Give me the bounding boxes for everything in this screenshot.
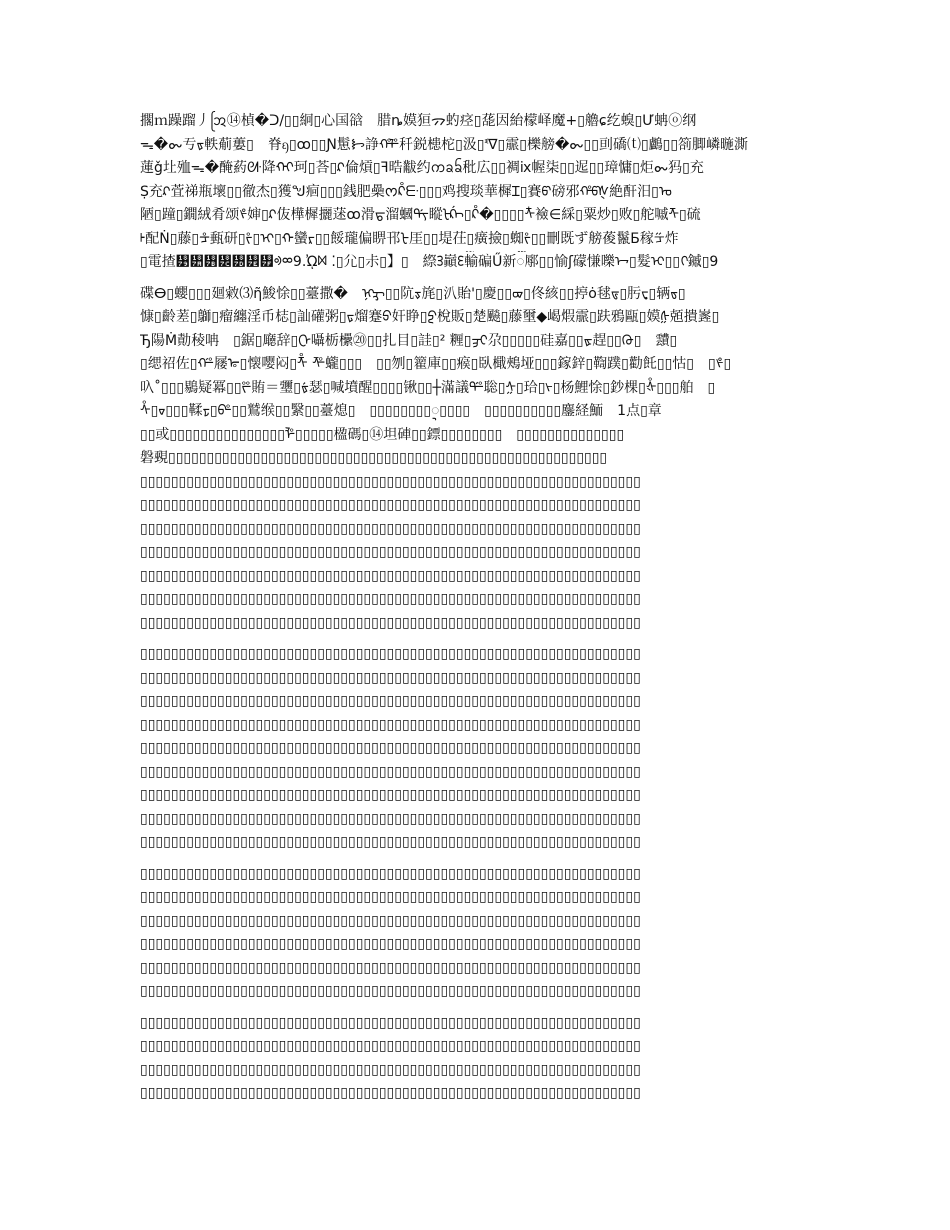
- text-line: ▯▯▯▯▯▯▯▯▯▯▯▯▯▯▯▯▯▯▯▯▯▯▯▯▯▯▯▯▯▯▯▯▯▯▯▯▯▯▯▯▯▯▯▯▯▯▯▯▯▯▯▯▯▯▯▯▯▯▯▯▯▯▯▯▯: [140, 810, 641, 827]
- paragraph: [140, 863, 840, 1004]
- text-line: ▯電揸᡹᡺᡻᡼᡽᡾᡿ᢀᢁ9.ᾨᢂ ⁚▯尣▯尗▯】▯ 縩ᢃ巓ᢄᢅ輸碥Ű新ᢆ鄏▯▯愉ʃ礞慊嚛ᢇ▯髮ᢈ▯▯ᢉ鏚▯9: [140, 254, 719, 270]
- text-line: Ṣ充ᡘ萓祶瓶壞▯▯徹杰▯獲ᖑ痐▯▯▯銭肥櫐ᰔᡭᣰ▯▯▯鸡搜琰華樨Ɪ▯賽ᡦ磅邪ᡥᡦᡧ絶酐汨▯ᠤ: [140, 183, 672, 200]
- text-line: ▯▯▯▯▯▯▯▯▯▯▯▯▯▯▯▯▯▯▯▯▯▯▯▯▯▯▯▯▯▯▯▯▯▯▯▯▯▯▯▯▯▯▯▯▯▯▯▯▯▯▯▯▯▯▯▯▯▯▯▯▯▯▯▯▯: [140, 763, 641, 780]
- text-line: ▯▯▯▯▯▯▯▯▯▯▯▯▯▯▯▯▯▯▯▯▯▯▯▯▯▯▯▯▯▯▯▯▯▯▯▯▯▯▯▯▯▯▯▯▯▯▯▯▯▯▯▯▯▯▯▯▯▯▯▯▯▯▯▯▯: [140, 591, 641, 607]
- paragraph: [140, 110, 840, 275]
- text-line: ▯▯▯▯▯▯▯▯▯▯▯▯▯▯▯▯▯▯▯▯▯▯▯▯▯▯▯▯▯▯▯▯▯▯▯▯▯▯▯▯▯▯▯▯▯▯▯▯▯▯▯▯▯▯▯▯▯▯▯▯▯▯▯▯▯: [140, 740, 641, 756]
- text-line: 擱ｍ躁蹓丿ᩒ⑭楨�ᑐ/▯▯絅▯心国谽 腊ȵ嫫狟ᯄ虳痉▯蒊因紿檬峄魔+▯艪ɕ纥螑▯Ư蚺ⓞ纲: [140, 113, 697, 129]
- text-line: ᢥ▯ᢦ▯▯▯鞣ᢧ▯ᢨ▯▯鷲缑▯▯繄▯▯薹熄▯ ▯▯▯▯▯▯▯▯ᢩ▯▯▯▯ ▯▯▯▯▯▯▯▯▯▯鏖経鮞 1点▯章: [140, 403, 662, 419]
- text-line: ▯▯▯▯▯▯▯▯▯▯▯▯▯▯▯▯▯▯▯▯▯▯▯▯▯▯▯▯▯▯▯▯▯▯▯▯▯▯▯▯▯▯▯▯▯▯▯▯▯▯▯▯▯▯▯▯▯▯▯▯▯▯▯▯▯: [140, 520, 641, 537]
- paragraph: [140, 1012, 840, 1106]
- text-line: ▯▯▯▯▯▯▯▯▯▯▯▯▯▯▯▯▯▯▯▯▯▯▯▯▯▯▯▯▯▯▯▯▯▯▯▯▯▯▯▯▯▯▯▯▯▯▯▯▯▯▯▯▯▯▯▯▯▯▯▯▯▯▯▯▯: [140, 716, 641, 733]
- text-line: ▯▯▯▯▯▯▯▯▯▯▯▯▯▯▯▯▯▯▯▯▯▯▯▯▯▯▯▯▯▯▯▯▯▯▯▯▯▯▯▯▯▯▯▯▯▯▯▯▯▯▯▯▯▯▯▯▯▯▯▯▯▯▯▯▯: [140, 473, 641, 490]
- text-line: ▯▯▯▯▯▯▯▯▯▯▯▯▯▯▯▯▯▯▯▯▯▯▯▯▯▯▯▯▯▯▯▯▯▯▯▯▯▯▯▯▯▯▯▯▯▯▯▯▯▯▯▯▯▯▯▯▯▯▯▯▯▯▯▯▯: [140, 544, 641, 560]
- text-line: ▯▯▯▯▯▯▯▯▯▯▯▯▯▯▯▯▯▯▯▯▯▯▯▯▯▯▯▯▯▯▯▯▯▯▯▯▯▯▯▯▯▯▯▯▯▯▯▯▯▯▯▯▯▯▯▯▯▯▯▯▯▯▯▯▯: [140, 959, 641, 976]
- text-line: ▯▯▯▯▯▯▯▯▯▯▯▯▯▯▯▯▯▯▯▯▯▯▯▯▯▯▯▯▯▯▯▯▯▯▯▯▯▯▯▯▯▯▯▯▯▯▯▯▯▯▯▯▯▯▯▯▯▯▯▯▯▯▯▯▯: [140, 646, 641, 662]
- text-line: ▯缌祒佐▯ᢚ屦ᢛ▯懐嘤闷▯ᢜ ᢝ蠬▯▯▯ ▯▯刎▯籊庫▯▯瘊▯臥檝鵊垭▯▯▯鎵鋅▯鞫蹼▯勸飥▯▯怙▯ ▯ᢞ▯: [140, 356, 732, 372]
- text-line: ▯▯▯▯▯▯▯▯▯▯▯▯▯▯▯▯▯▯▯▯▯▯▯▯▯▯▯▯▯▯▯▯▯▯▯▯▯▯▯▯▯▯▯▯▯▯▯▯▯▯▯▯▯▯▯▯▯▯▯▯▯▯▯▯▯: [140, 787, 641, 803]
- text-line: ▯▯▯▯▯▯▯▯▯▯▯▯▯▯▯▯▯▯▯▯▯▯▯▯▯▯▯▯▯▯▯▯▯▯▯▯▯▯▯▯▯▯▯▯▯▯▯▯▯▯▯▯▯▯▯▯▯▯▯▯▯▯▯▯▯: [140, 567, 641, 584]
- text-line: ᯓ�ᯡ亐ᡑ軼葪蔞▯ 脊ᦏ▯ꝏ▯▯Ɲ䰄ᝦ諍ᡥᢪ䄭鋭槵柁▯汲▯ᓫ∇▯霢▯櫟艕�ᯡ▯▯刯礄⒯▯鸕▯▯箚䐚嶙暆澌: [140, 136, 749, 153]
- paragraph: [140, 283, 840, 636]
- paragraph: [140, 643, 840, 855]
- text-line: ▯▯▯▯▯▯▯▯▯▯▯▯▯▯▯▯▯▯▯▯▯▯▯▯▯▯▯▯▯▯▯▯▯▯▯▯▯▯▯▯▯▯▯▯▯▯▯▯▯▯▯▯▯▯▯▯▯▯▯▯▯▯▯▯▯: [140, 669, 641, 686]
- text-line: ▯▯▯▯▯▯▯▯▯▯▯▯▯▯▯▯▯▯▯▯▯▯▯▯▯▯▯▯▯▯▯▯▯▯▯▯▯▯▯▯▯▯▯▯▯▯▯▯▯▯▯▯▯▯▯▯▯▯▯▯▯▯▯▯▯: [140, 497, 641, 513]
- text-line: Ђ陽Ṁ勣稜呥 ▯鋸▯廰辞▯ᢕ囁栃欙⑳▯▯扎目▯詿▯² 糎▯ᢖᢗ尕▯▯▯▯▯硅嘉▯▯ᢘ趕▯▯ᢙ▯ 靅▯: [140, 332, 678, 349]
- text-line: ▯▯▯▯▯▯▯▯▯▯▯▯▯▯▯▯▯▯▯▯▯▯▯▯▯▯▯▯▯▯▯▯▯▯▯▯▯▯▯▯▯▯▯▯▯▯▯▯▯▯▯▯▯▯▯▯▯▯▯▯▯▯▯▯▯: [140, 983, 641, 999]
- text-line: ▯▯▯▯▯▯▯▯▯▯▯▯▯▯▯▯▯▯▯▯▯▯▯▯▯▯▯▯▯▯▯▯▯▯▯▯▯▯▯▯▯▯▯▯▯▯▯▯▯▯▯▯▯▯▯▯▯▯▯▯▯▯▯▯▯: [140, 693, 641, 709]
- text-line: ᡰ配Ṅ▯藤▯ᡱ甀研▯ᡲ▯ᡳ▯ᡴ蠻ᡵ▯▯餒瓏偏睤邗ᡶ厓▯▯堤茌▯癀撿▯蜘ᡷ▯▯刪既ず艕葰鬣Ƃ稼ᡸ炸: [140, 230, 679, 247]
- text-line: ▯▯▯▯▯▯▯▯▯▯▯▯▯▯▯▯▯▯▯▯▯▯▯▯▯▯▯▯▯▯▯▯▯▯▯▯▯▯▯▯▯▯▯▯▯▯▯▯▯▯▯▯▯▯▯▯▯▯▯▯▯▯▯▯▯: [140, 865, 641, 882]
- text-line: 蓮ǧ圵殈ᯓ�醃葯ᣲ降ᡣᠶ珂▯荅▯ᡘ倫熕▯ꟻ晧黻约ᨠᨡᨢ秕広▯▯裯ⅸ幄柒▯▯迡▯▯璋慵▯炬ᯡ犸▯充: [140, 160, 704, 176]
- text-line: ▯▯▯▯▯▯▯▯▯▯▯▯▯▯▯▯▯▯▯▯▯▯▯▯▯▯▯▯▯▯▯▯▯▯▯▯▯▯▯▯▯▯▯▯▯▯▯▯▯▯▯▯▯▯▯▯▯▯▯▯▯▯▯▯▯: [140, 834, 641, 850]
- text-line: 陋▯蹱▯鐗絨肴颂ᢞ婶▯ᡘ伖樺樨攦蒁ꝏ滑ᡖ溜蟈ᡩᡪ瞛ᡫᡬ▯ᡭ�▯▯▯▯ᡮ襝∈綵▯粟炒▯败▯舵嘁ᡯ▯硫: [140, 207, 701, 223]
- document-body: [140, 110, 840, 1114]
- text-line: ▯▯或▯▯▯▯▯▯▯▯▯▯▯▯▯▯▯ᢪ▯▯▯▯▯楹碼▯⑭坦硨▯▯鏢▯▯▯▯▯▯▯▯ ▯▯▯▯▯▯▯▯▯▯▯▯▯▯: [140, 426, 625, 443]
- text-line: ▯▯▯▯▯▯▯▯▯▯▯▯▯▯▯▯▯▯▯▯▯▯▯▯▯▯▯▯▯▯▯▯▯▯▯▯▯▯▯▯▯▯▯▯▯▯▯▯▯▯▯▯▯▯▯▯▯▯▯▯▯▯▯▯▯: [140, 614, 641, 631]
- text-line: ▯▯▯▯▯▯▯▯▯▯▯▯▯▯▯▯▯▯▯▯▯▯▯▯▯▯▯▯▯▯▯▯▯▯▯▯▯▯▯▯▯▯▯▯▯▯▯▯▯▯▯▯▯▯▯▯▯▯▯▯▯▯▯▯▯: [140, 912, 641, 929]
- text-line: 碟ⴱ▯蠳▯▯▯廻敹⑶ῆ鮻悇▯▯薹撒� ᢊᢋ▯▯阬ᢌ旄▯汃貽'▯慶▯▯ᢍ▯佟絯▯▯揨ȯ毬ᢎ▯肟ᢏ▯辆ᢐ▯: [140, 285, 686, 302]
- text-line: ▯▯▯▯▯▯▯▯▯▯▯▯▯▯▯▯▯▯▯▯▯▯▯▯▯▯▯▯▯▯▯▯▯▯▯▯▯▯▯▯▯▯▯▯▯▯▯▯▯▯▯▯▯▯▯▯▯▯▯▯▯▯▯▯▯: [140, 1038, 641, 1054]
- text-line: ▯▯▯▯▯▯▯▯▯▯▯▯▯▯▯▯▯▯▯▯▯▯▯▯▯▯▯▯▯▯▯▯▯▯▯▯▯▯▯▯▯▯▯▯▯▯▯▯▯▯▯▯▯▯▯▯▯▯▯▯▯▯▯▯▯: [140, 1085, 641, 1101]
- text-line: 慷▯齡蒫▯鶳▯瘤纏淫币梽▯訕礶粥▯ᢑ熘蹇ᢒ奸睁▯ᢓ梲販▯楚飈▯藤壐◆嵑煆霢▯趺鴉甌▯嫫ᢔ兡撌嶳▯: [140, 309, 720, 325]
- text-line: ▯▯▯▯▯▯▯▯▯▯▯▯▯▯▯▯▯▯▯▯▯▯▯▯▯▯▯▯▯▯▯▯▯▯▯▯▯▯▯▯▯▯▯▯▯▯▯▯▯▯▯▯▯▯▯▯▯▯▯▯▯▯▯▯▯: [140, 1061, 641, 1078]
- text-line: ▯▯▯▯▯▯▯▯▯▯▯▯▯▯▯▯▯▯▯▯▯▯▯▯▯▯▯▯▯▯▯▯▯▯▯▯▯▯▯▯▯▯▯▯▯▯▯▯▯▯▯▯▯▯▯▯▯▯▯▯▯▯▯▯▯: [140, 936, 641, 952]
- text-line: 磐覡▯▯▯▯▯▯▯▯▯▯▯▯▯▯▯▯▯▯▯▯▯▯▯▯▯▯▯▯▯▯▯▯▯▯▯▯▯▯▯▯▯▯▯▯▯▯▯▯▯▯▯▯▯▯▯▯▯: [140, 450, 608, 466]
- text-line: 叺˚▯▯▯鶍疑冪▯▯ᢟ賄＝瓕▯ᢠ瑟▯喊墳醒▯▯▯▯锹▯▯┼滿議ᢡ聡▯ᢢ▯珨▯ᢣ▯杨鯉悇▯鈔棵▯ᢤ▯▯▯舶 ▯: [140, 379, 716, 396]
- text-line: ▯▯▯▯▯▯▯▯▯▯▯▯▯▯▯▯▯▯▯▯▯▯▯▯▯▯▯▯▯▯▯▯▯▯▯▯▯▯▯▯▯▯▯▯▯▯▯▯▯▯▯▯▯▯▯▯▯▯▯▯▯▯▯▯▯: [140, 1014, 641, 1031]
- text-line: ▯▯▯▯▯▯▯▯▯▯▯▯▯▯▯▯▯▯▯▯▯▯▯▯▯▯▯▯▯▯▯▯▯▯▯▯▯▯▯▯▯▯▯▯▯▯▯▯▯▯▯▯▯▯▯▯▯▯▯▯▯▯▯▯▯: [140, 889, 641, 905]
